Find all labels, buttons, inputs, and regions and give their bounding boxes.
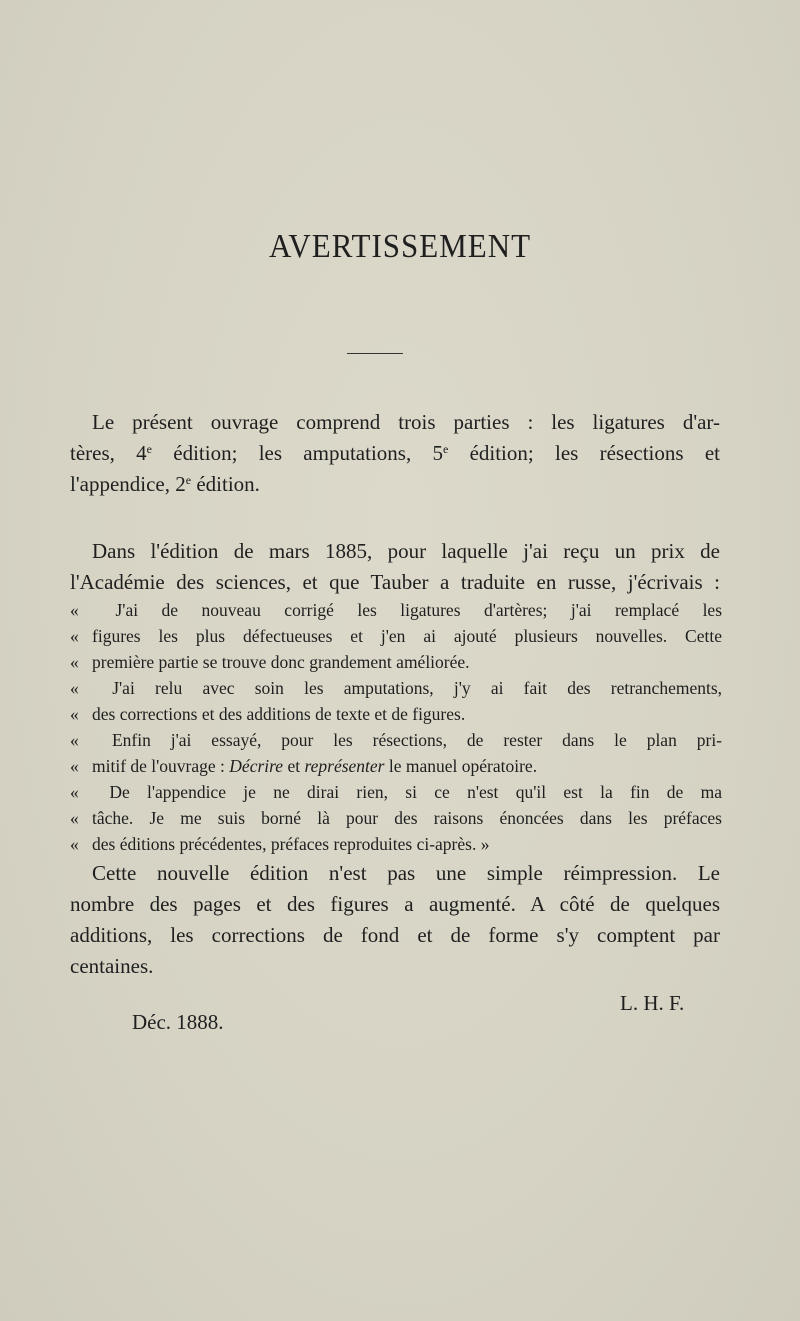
quote-line (70, 649, 722, 675)
paragraph-new-edition (70, 858, 720, 982)
italic-text: représenter (304, 756, 385, 776)
quote-mark: « (70, 808, 79, 828)
quote-line (70, 831, 722, 857)
paragraph-edition-1885 (70, 536, 720, 598)
quote-mark: « (70, 626, 79, 646)
quote-mark: « (70, 600, 79, 620)
paragraph-intro (70, 407, 720, 500)
superscript: e (185, 473, 192, 487)
quote-line (70, 727, 722, 753)
quoted-preface (70, 597, 722, 857)
text-line: Le présent ouvrage comprend trois parties : les ligatures d'ar- (92, 410, 720, 434)
quote-line (70, 779, 722, 805)
superscript: e (442, 442, 449, 456)
page-title: AVERTISSEMENT (268, 226, 532, 265)
quote-mark: « (70, 678, 79, 698)
text-fragment: tères, 4 (70, 441, 147, 465)
quote-line (70, 623, 722, 649)
text-line: Cette nouvelle édition n'est pas une simple réimpression. Le (92, 861, 720, 885)
quote-mark: « (70, 704, 79, 724)
text-fragment: édition; les résections et (448, 441, 720, 465)
text-fragment: édition; les amputations, 5 (152, 441, 443, 465)
signature: L. H. F. (620, 991, 685, 1015)
superscript: e (146, 442, 152, 456)
text-fragment: des corrections et des additions de texte et de figures. (92, 704, 466, 724)
text-fragment: des éditions précédentes, préfaces reproduites ci-après. (92, 834, 477, 854)
text-fragment: l'appendice, 2 (70, 472, 186, 496)
text-fragment: édition. (191, 472, 260, 496)
text-fragment: mitif de l'ouvrage : (92, 756, 225, 776)
quote-line (70, 805, 722, 831)
text-fragment: tâche. Je me suis borné là pour des raisons énoncées dans les préfaces (92, 808, 722, 828)
text-line (70, 469, 720, 500)
quote-mark: » (480, 834, 490, 854)
date: Déc. 1888. (132, 1010, 224, 1034)
quote-line (70, 597, 722, 623)
quote-line (70, 701, 722, 727)
text-fragment: J'ai relu avec soin les amputations, j'y ai fait des retranchements, (112, 678, 723, 698)
text-line: centaines. (70, 954, 154, 978)
italic-text: Décrire (229, 756, 284, 776)
text-fragment: De l'appendice je ne dirai rien, si ce n'est qu'il est la fin de ma (109, 782, 723, 802)
text-fragment: Enfin j'ai essayé, pour les résections, de rester dans le plan pri- (111, 730, 723, 750)
quote-line (70, 753, 722, 779)
text-line: Dans l'édition de mars 1885, pour laquelle j'ai reçu un prix de (92, 539, 720, 563)
quote-mark: « (70, 730, 79, 750)
quote-mark: « (70, 756, 79, 776)
text-line: nombre des pages et des figures a augmenté. A côté de quelques (70, 892, 720, 916)
text-fragment: figures les plus défectueuses et j'en ai ajouté plusieurs nouvelles. Cette (92, 626, 722, 646)
text-line (70, 438, 720, 469)
quote-mark: « (70, 782, 79, 802)
text-fragment: le manuel opératoire. (388, 756, 538, 776)
title-rule (347, 353, 403, 354)
text-line: l'Académie des sciences, et que Tauber a traduite en russe, j'écrivais : (70, 570, 720, 594)
quote-line (70, 675, 722, 701)
text-line: additions, les corrections de fond et de forme s'y comptent par (70, 923, 720, 947)
quote-mark: « (70, 652, 79, 672)
text-fragment: J'ai de nouveau corrigé les ligatures d'artères; j'ai remplacé les (115, 600, 723, 620)
quote-mark: « (70, 834, 79, 854)
text-fragment: et (287, 756, 301, 776)
text-fragment: première partie se trouve donc grandement améliorée. (92, 652, 470, 672)
